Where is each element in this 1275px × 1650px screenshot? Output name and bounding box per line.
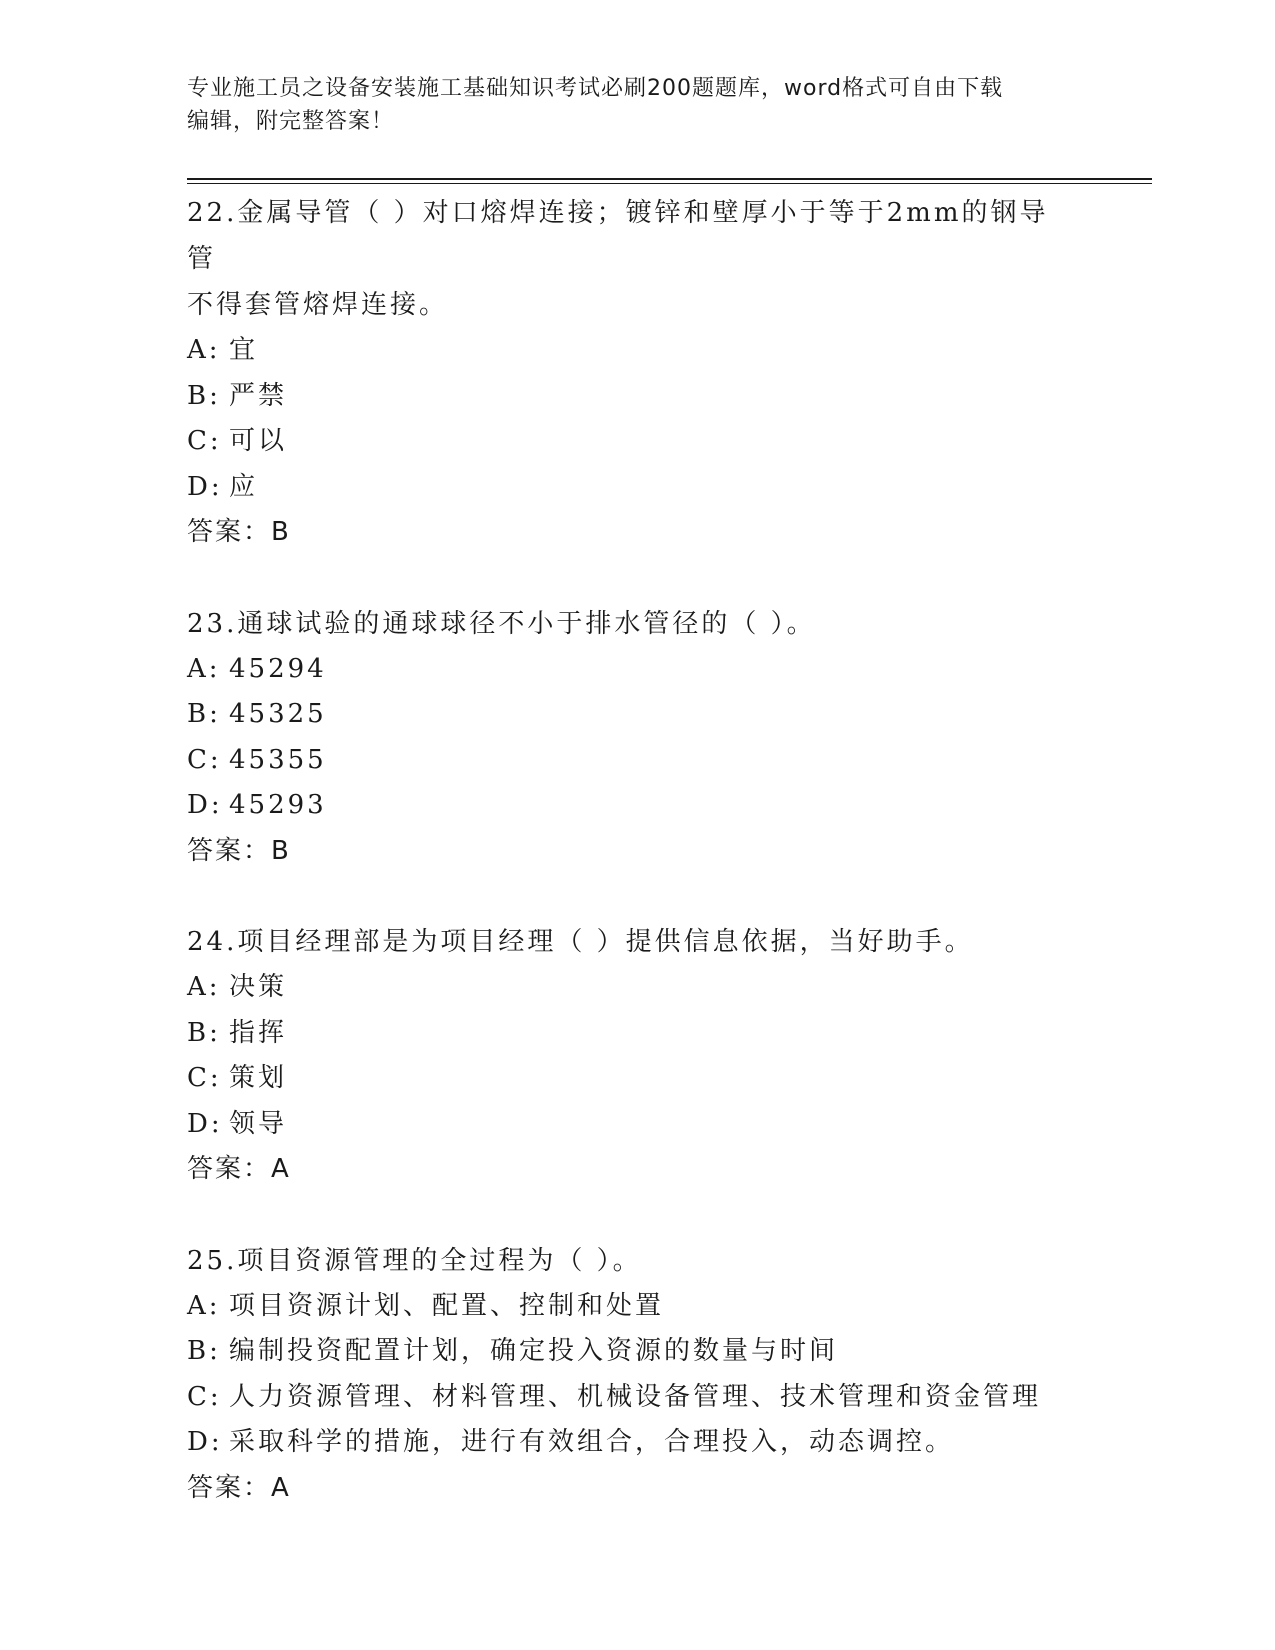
- option-key: A:: [187, 1290, 221, 1321]
- question-text: [187, 190, 1067, 282]
- question-22: [187, 190, 1087, 556]
- question-23: [187, 601, 1087, 875]
- answer-line: 答案：A: [187, 1472, 291, 1503]
- option-text: 宜: [229, 335, 259, 365]
- option-text: 45294: [229, 653, 327, 684]
- option-key: B:: [187, 1017, 221, 1048]
- option-b: [187, 692, 1087, 738]
- question-24: [187, 919, 1087, 1193]
- option-c: [187, 1375, 1087, 1421]
- option-c: [187, 738, 1087, 784]
- header-title-line-2: 编辑，附完整答案！: [187, 109, 395, 134]
- answer-line: 答案：A: [187, 1154, 291, 1184]
- option-text: 45355: [229, 744, 327, 775]
- header-divider-thin: [187, 183, 1152, 184]
- option-key: A:: [187, 653, 221, 684]
- spacer: [187, 556, 1087, 601]
- answer-line: 答案：B: [187, 835, 291, 866]
- question-number: 25.: [187, 1245, 238, 1276]
- option-key: A:: [187, 972, 221, 1002]
- option-key: C:: [187, 744, 222, 775]
- option-a: [187, 1284, 1087, 1330]
- option-key: D:: [187, 1427, 223, 1457]
- option-key: C:: [187, 426, 222, 456]
- option-d: [187, 783, 1087, 829]
- option-key: C:: [187, 1381, 222, 1412]
- option-key: B:: [187, 699, 221, 729]
- spacer: [187, 874, 1087, 919]
- header-title-line-1: 专业施工员之设备安装施工基础知识考试必刷200题题库，word格式可自由下载: [187, 76, 1004, 101]
- question-text: [187, 601, 1067, 647]
- option-text: 严禁: [229, 380, 288, 411]
- option-key: D:: [187, 1108, 223, 1139]
- option-text: 项目资源计划、配置、控制和处置: [229, 1290, 665, 1321]
- option-a: [187, 647, 1087, 693]
- question-number: 24.: [187, 927, 238, 957]
- question-stem-line-1: 通球试验的通球球径不小于排水管径的（ ）。: [237, 608, 816, 639]
- question-stem-line-1: 项目资源管理的全过程为（ ）。: [237, 1245, 642, 1276]
- option-key: D:: [187, 790, 223, 820]
- answer-line: 答案：B: [187, 517, 291, 547]
- option-text: 人力资源管理、材料管理、机械设备管理、技术管理和资金管理: [229, 1381, 1042, 1412]
- document-header: [187, 72, 1067, 138]
- spacer: [187, 1193, 1087, 1238]
- option-d: [187, 1102, 1087, 1148]
- option-a: [187, 965, 1087, 1011]
- option-text: 指挥: [229, 1017, 288, 1048]
- option-text: 45293: [229, 790, 327, 820]
- option-c: [187, 419, 1087, 465]
- option-text: 策划: [229, 1063, 288, 1093]
- question-25: [187, 1238, 1087, 1512]
- option-a: [187, 328, 1087, 374]
- option-c: [187, 1056, 1087, 1102]
- question-number: 22.: [187, 198, 238, 228]
- option-key: B:: [187, 380, 221, 411]
- option-text: 决策: [229, 972, 288, 1002]
- option-b: [187, 1329, 1087, 1375]
- option-key: B:: [187, 1336, 221, 1366]
- question-text: [187, 919, 1067, 965]
- header-divider-thick: [187, 178, 1152, 180]
- question-text: [187, 1238, 1067, 1284]
- option-key: A:: [187, 335, 221, 365]
- option-d: [187, 1420, 1087, 1466]
- option-text: 采取科学的措施，进行有效组合，合理投入，动态调控。: [229, 1427, 955, 1457]
- question-stem-line-1: 金属导管（ ）对口熔焊连接；镀锌和壁厚小于等于2mm的钢导管: [187, 198, 1049, 274]
- question-number: 23.: [187, 608, 238, 639]
- option-b: [187, 374, 1087, 420]
- question-stem-line-1: 项目经理部是为项目经理（ ）提供信息依据，当好助手。: [237, 927, 974, 957]
- option-text: 应: [229, 471, 259, 502]
- option-text: 45325: [229, 699, 327, 729]
- option-key: D:: [187, 471, 223, 502]
- option-text: 编制投资配置计划，确定投入资源的数量与时间: [229, 1336, 839, 1366]
- question-list: [187, 190, 1087, 1511]
- option-b: [187, 1011, 1087, 1057]
- option-text: 领导: [229, 1108, 288, 1139]
- question-stem-line-2: 不得套管熔焊连接。: [187, 290, 449, 320]
- option-text: 可以: [229, 426, 288, 456]
- option-d: [187, 465, 1087, 511]
- option-key: C:: [187, 1063, 222, 1093]
